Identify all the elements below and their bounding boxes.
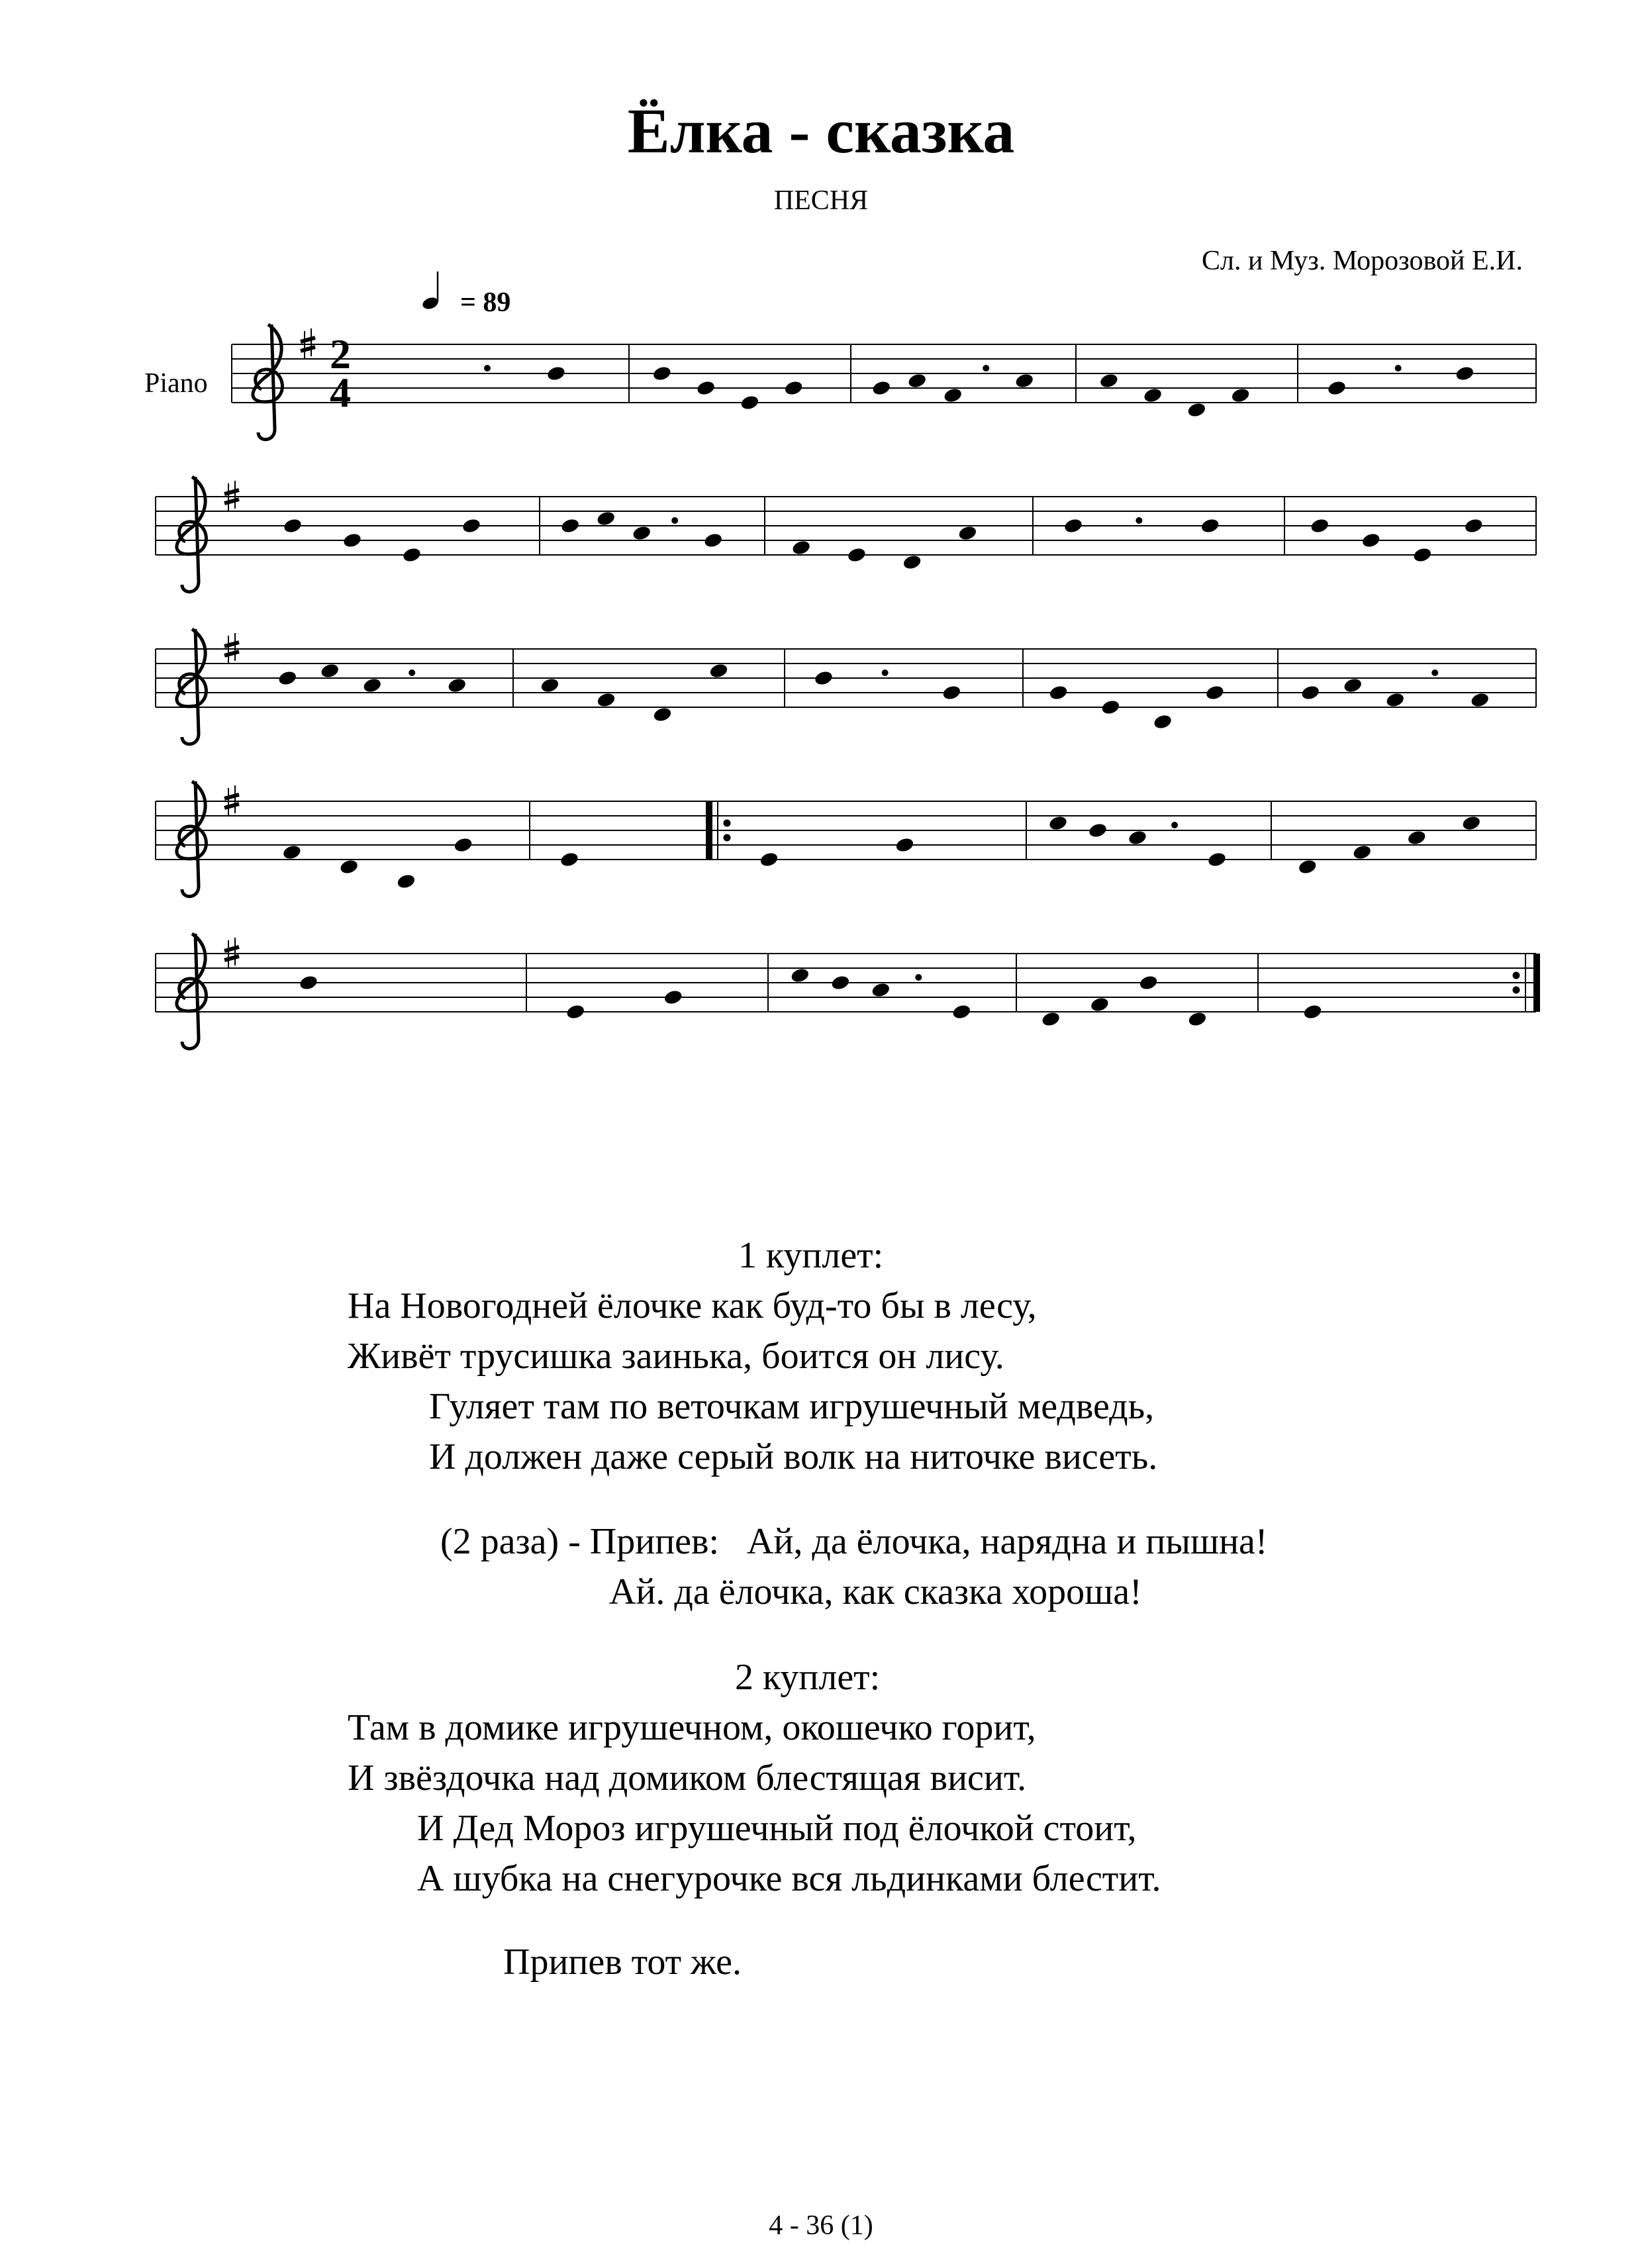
repeat-dot [1513,972,1520,979]
note-head [362,677,383,694]
note-head [1385,691,1406,709]
treble-clef-icon [177,781,207,897]
treble-clef-icon [253,324,283,440]
note-head [871,981,891,999]
note-flag-icon [1457,419,1469,445]
note-head [902,554,922,571]
eighth-rest-icon [1135,517,1142,524]
note-head [453,836,473,854]
note-head [830,974,851,991]
note-head [1343,677,1363,694]
note-head [740,394,760,411]
note-head [943,387,963,404]
note-head [559,851,580,868]
note-head [299,974,319,991]
tempo-marking: = 89 [460,287,511,318]
note-head [783,379,804,397]
note-head [1352,844,1373,861]
note-head [1310,517,1330,534]
verse1-heading: 1 куплет: [738,1235,884,1276]
repeat-start-thick-bar [706,801,712,860]
note-head [871,379,892,397]
note-head [1041,1011,1061,1028]
note-head [320,662,340,679]
note-head [1100,699,1121,716]
note-head [1186,401,1207,419]
note-head [1187,1011,1208,1028]
note-head [596,510,616,527]
note-head [652,706,673,723]
repeat-end-thick-bar [1533,954,1540,1012]
chorus-line: Ай. да ёлочка, как сказка хороша! [609,1571,1142,1612]
note-flag-icon [959,648,971,674]
verse1-line: Гуляет там по веточкам игрушечный медведь, [429,1386,1155,1427]
note-head [1361,532,1381,549]
accidental-sharp-icon [1174,395,1187,423]
verse1-line: Живёт трусишка заинька, боится он лису. [348,1336,1004,1377]
verse2-line: А шубка на снегурочке вся льдинками блестит. [417,1858,1161,1899]
note-head [1138,974,1159,991]
note-head [957,524,978,542]
repeat-dot [1513,987,1520,993]
note-head [540,677,560,694]
note-head [1207,851,1228,868]
note-head [283,517,303,534]
accidental-sharp-icon [326,852,340,880]
note-head [907,372,928,389]
quarter-rest-icon [424,355,430,389]
verse2-line: И Дед Мороз игрушечный под ёлочкой стоит, [417,1808,1137,1849]
note-head [1412,546,1433,564]
note-head [1143,387,1163,404]
note-head [663,989,683,1006]
note-head [1455,365,1475,382]
note-head [1302,1003,1323,1020]
note-head [790,967,810,984]
treble-clef-icon [177,629,207,744]
accidental-sharp-icon [1028,1005,1041,1032]
treble-clef-icon [177,477,207,592]
note-head [396,873,416,890]
verse1-line: И должен даже серый волк на ниточке висеть. [429,1436,1158,1477]
note-head [1128,829,1148,846]
note-head [814,669,834,687]
eighth-rest-icon [484,365,491,371]
verse2-line: И звёздочка над домиком блестящая висит. [348,1757,1027,1799]
note-head [1099,372,1120,389]
note-head [565,1003,586,1020]
quarter-rest-icon [1429,964,1435,999]
verse2-heading: 2 куплет: [735,1657,881,1698]
accidental-sharp-icon [1285,852,1298,880]
treble-clef-icon [177,934,207,1049]
note-flag-icon [548,419,560,445]
eighth-rest-icon [671,517,678,524]
note-flag-icon [1202,571,1214,597]
chorus-line: (2 раза) - Припев: Ай, да ёлочка, нарядна и пышна! [440,1521,1268,1562]
repeat-dot [724,834,730,841]
note-head [342,532,363,549]
note-head [1014,372,1035,389]
note-head [652,365,673,382]
note-head [1200,517,1220,534]
note-head [703,532,724,549]
note-head [1463,517,1484,534]
note-head [461,517,482,534]
note-head [1063,517,1084,534]
note-head [1088,822,1108,839]
note-head [1297,858,1318,875]
verse2-line: Там в домике игрушечном, окошечко горит, [348,1707,1036,1748]
page-number: 4 - 36 (1) [769,2210,873,2241]
quarter-rest-icon [636,812,642,846]
note-head [277,669,298,687]
note-head [546,365,567,382]
repeat-dot [724,820,730,826]
note-head [1230,387,1251,404]
note-head [1090,996,1110,1013]
note-head [1470,691,1490,709]
note-head [894,836,915,854]
eighth-rest-icon [409,669,415,676]
note-head [402,546,422,564]
eighth-rest-icon [882,669,889,676]
note-head [1048,684,1069,701]
note-head [942,684,962,701]
song-subtitle: ПЕСНЯ [773,185,869,216]
note-head [759,851,779,868]
note-head [596,691,616,709]
song-title: Ёлка - сказка [627,95,1015,166]
time-signature-denominator: 4 [330,369,351,416]
note-head [339,858,360,875]
eighth-rest-icon [1431,669,1438,676]
note-head [708,662,729,679]
time-signature-numerator: 2 [330,330,351,377]
note-head [632,524,652,542]
note-head [951,1003,972,1020]
eighth-rest-icon [983,365,989,371]
tempo-quarter-note-icon [421,271,440,311]
note-head [1327,379,1347,397]
note-head [447,677,467,694]
note-head [1048,814,1069,832]
note-head [1205,684,1226,701]
note-head [696,379,716,397]
instrument-label: Piano [144,368,208,399]
note-head [791,539,812,556]
note-head [1300,684,1321,701]
eighth-rest-icon [1395,365,1402,371]
eighth-rest-icon [915,974,922,981]
composer-credits: Сл. и Муз. Морозовой Е.И. [1202,246,1523,276]
note-head [1153,713,1173,730]
note-head [847,546,867,564]
quarter-rest-icon [421,964,428,999]
note-head [1406,829,1427,846]
eighth-rest-icon [1171,822,1178,828]
note-head [1461,814,1482,832]
chorus-repeat-note: Припев тот же. [503,1942,742,1983]
note-head [282,844,303,861]
verse1-line: На Новогодней ёлочке как буд-то бы в лесу, [348,1285,1037,1326]
note-head [560,517,581,534]
